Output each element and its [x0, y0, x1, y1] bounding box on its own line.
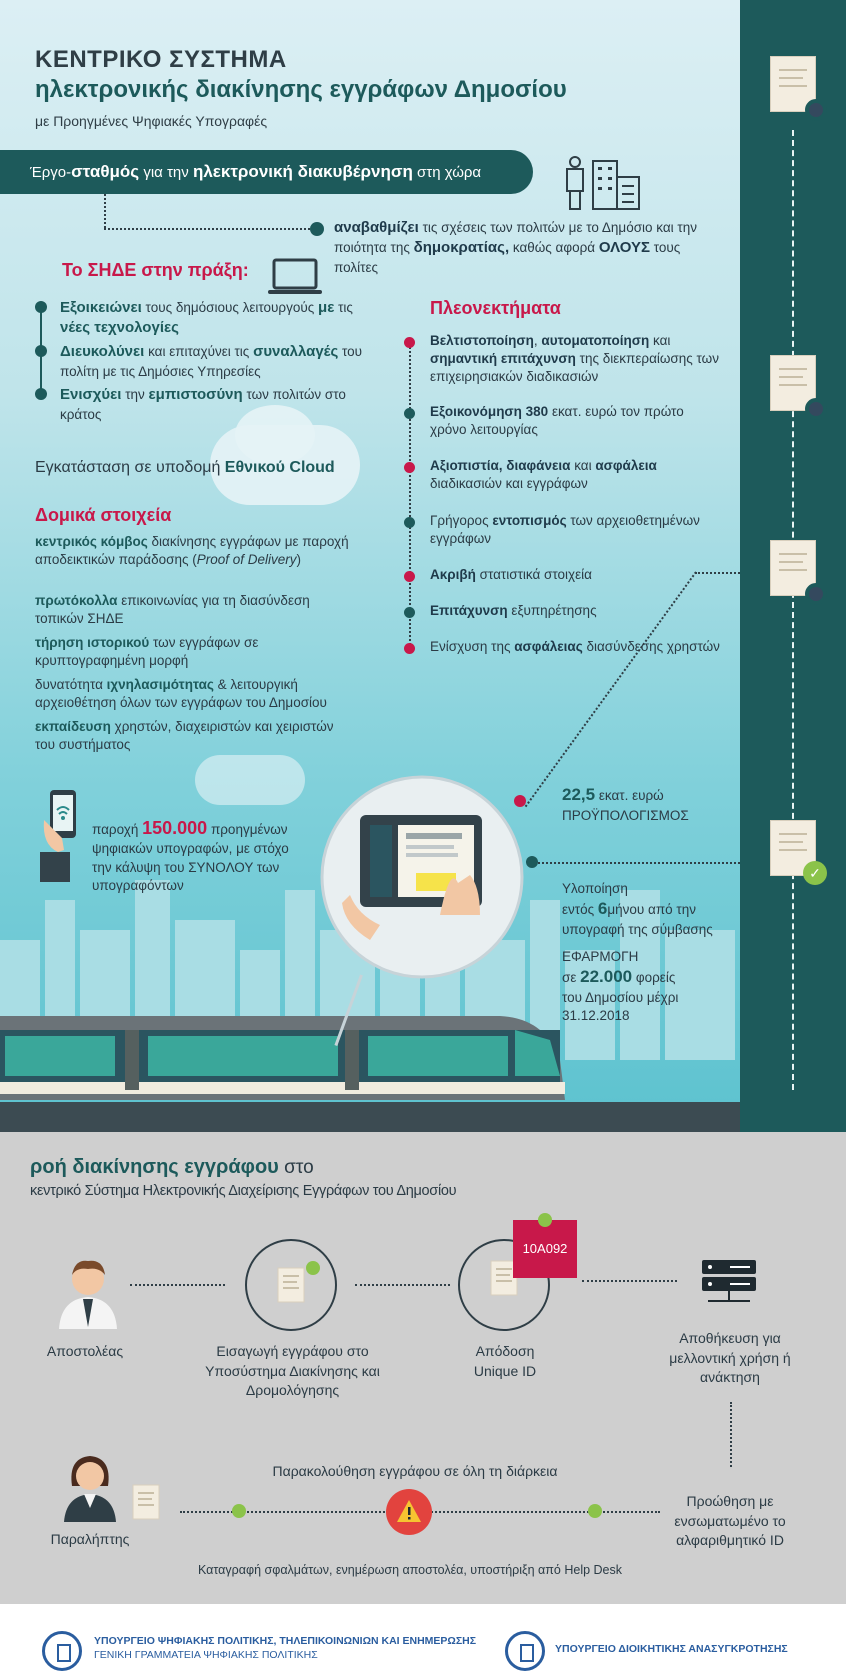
advantage-plain: και: [649, 333, 671, 348]
practice-plain: την: [121, 387, 149, 402]
bullet-dot: [404, 517, 415, 528]
advantage-bold: Ακριβή: [430, 567, 476, 582]
cloud-text: [35, 457, 335, 479]
practice-bold: με: [318, 299, 335, 316]
upgrade-bold: ΟΛΟΥΣ: [598, 239, 650, 257]
application-line: φορείς: [632, 970, 676, 986]
signatures-text: [92, 816, 312, 895]
practice-bold: Εξοικειώνει: [60, 299, 142, 316]
structure-bold: πρωτόκολλα: [35, 593, 118, 608]
ministry1-line1: ΥΠΟΥΡΓΕΙΟ ΨΗΦΙΑΚΗΣ ΠΟΛΙΤΙΚΗΣ, ΤΗΛΕΠΙΚΟΙΝΩΝΙΩΝ ΚΑΙ ΕΝΗΜΕΡΩΣΗΣ: [94, 1635, 477, 1647]
server-icon: [700, 1260, 758, 1308]
structure-plain: ): [296, 552, 302, 568]
advantage-item: [430, 602, 720, 620]
structure-plain: των εγγράφων σε κρυπτογραφημένη μορφή: [35, 635, 259, 669]
signatures-plain: προηγμένων ψηφιακών υπογραφών, με στόχο την κάλυψη του ΣΥΝΟΛΟΥ των υπογραφόντων: [92, 822, 289, 893]
structure-bold: κεντρικός κόμβος: [35, 534, 148, 549]
practice-item: [60, 342, 380, 383]
flow-arrow: [582, 1280, 677, 1282]
project-banner: [0, 150, 533, 194]
document-check-icon: ✓: [770, 820, 816, 876]
advantages-heading: Πλεονεκτήματα: [430, 298, 561, 318]
receiver-avatar: [62, 1452, 118, 1522]
banner-bold: ηλεκτρονική διακυβέρνηση: [192, 162, 413, 181]
implementation-line: εντός: [562, 902, 598, 918]
advantage-item: [430, 457, 720, 493]
practice-plain: τις: [334, 300, 353, 315]
flow-arrow: [130, 1284, 225, 1286]
implementation-line: υπογραφή της σύμβασης: [562, 922, 713, 938]
bullet-dot: [35, 345, 47, 357]
implementation-number: 6: [597, 899, 608, 919]
practice-bold: νέες τεχνολογίες: [60, 319, 179, 337]
structure-plain: επικοινωνίας για τη διασύνδεση τοπικών ΣΗΔΕ: [35, 593, 310, 627]
practice-plain: και επιταχύνει τις: [144, 344, 254, 359]
unique-id-badge: [513, 1220, 577, 1278]
flow-title-bold: ροή διακίνησης εγγράφου: [30, 1156, 279, 1178]
connector-line: [535, 862, 740, 864]
advantage-plain: Γρήγορος: [430, 513, 493, 528]
advantages-line: [409, 340, 411, 645]
advantage-plain: εξυπηρέτησης: [507, 603, 597, 618]
warning-icon: [386, 1489, 432, 1535]
signatures-plain: παροχή: [92, 822, 143, 837]
application-line: του Δημοσίου μέχρι: [562, 990, 679, 1006]
greek-emblem-icon: [505, 1631, 545, 1671]
structure-item: [35, 676, 355, 712]
subtitle: με Προηγμένες Ψηφιακές Υπογραφές: [35, 113, 268, 129]
bullet-dot: [514, 795, 526, 807]
step3-label: Αποθήκευση για μελλοντική χρήση ή ανάκτηση: [669, 1330, 791, 1386]
tablet-illustration: [320, 775, 525, 980]
advantage-bold: Επιτάχυνση: [430, 603, 508, 618]
structure-plain: δυνατότητα: [35, 677, 107, 692]
step2-line: Απόδοση: [475, 1343, 535, 1359]
implementation-text: [562, 880, 713, 939]
status-dot: [232, 1504, 246, 1518]
advantage-plain: διασύνδεσης χρηστών: [582, 639, 720, 654]
advantage-bold: Αξιοπιστία, διαφάνεια: [430, 458, 571, 473]
upgrade-text: [334, 218, 724, 277]
practice-bold: εμπιστοσύνη: [148, 386, 243, 403]
citizen-building-icon: [563, 155, 643, 211]
document-icon: [277, 1267, 305, 1303]
implementation-line: Υλοποίηση: [562, 881, 628, 896]
bullet-dot: [35, 388, 47, 400]
advantage-bold: εντοπισμός: [492, 513, 567, 528]
structure-bold: τήρηση ιστορικού: [35, 635, 150, 650]
structure-plain: διακίνησης εγγράφων με παροχή αποδεικτικών παράδοσης (: [35, 534, 349, 568]
advantage-bold: αυτοματοποίηση: [541, 333, 650, 348]
advantage-plain: Ενίσχυση της: [430, 639, 515, 654]
connector-line: [104, 228, 314, 230]
step4-label: Προώθηση με ενσωματωμένο το αλφαριθμητικό ID: [674, 1493, 786, 1549]
practice-plain: του πολίτη με τις Δημόσιες Υπηρεσίες: [60, 344, 363, 380]
right-sidebar: [740, 0, 846, 1132]
ministry2: ΥΠΟΥΡΓΕΙΟ ΔΙΟΙΚΗΤΙΚΗΣ ΑΝΑΣΥΓΚΡΟΤΗΣΗΣ: [555, 1643, 788, 1655]
status-dot: [306, 1261, 320, 1275]
ministry1: [94, 1635, 476, 1662]
bullet-dot: [404, 571, 415, 582]
advantage-plain: στατιστικά στοιχεία: [475, 567, 592, 582]
flow-subtitle: κεντρικό Σύστημα Ηλεκτρονικής Διαχείρισης Εγγράφων του Δημοσίου: [30, 1183, 457, 1199]
structure-italic: Proof of Delivery: [196, 552, 297, 568]
footer: [0, 1604, 846, 1679]
sidebar-dashed-line: [792, 130, 794, 1090]
advantage-plain: εκατ. ευρώ τον πρώτο χρόνο λειτουργίας: [430, 404, 684, 438]
advantage-plain: και: [570, 458, 596, 473]
implementation-line: μήνου από την: [607, 902, 696, 918]
structure-plain: & λειτουργική αρχειοθέτηση όλων των εγγράφων του Δημοσίου: [35, 677, 327, 711]
document-gear-icon: [770, 540, 816, 596]
signatures-number: 150.000: [142, 818, 208, 838]
advantage-bold: ασφάλειας: [514, 639, 583, 654]
budget-text: [562, 784, 689, 825]
bullet-dot: [404, 408, 415, 419]
upgrade-plain: τους πολίτες: [334, 240, 681, 275]
budget-unit: εκατ. ευρώ: [595, 788, 664, 803]
cloud-plain: Εγκατάσταση σε υποδομή: [35, 459, 225, 476]
practice-plain: των πολιτών στο κράτος: [60, 387, 346, 423]
advantage-item: [430, 512, 720, 548]
advantage-bold: Βελτιστοποίηση: [430, 333, 534, 348]
application-text: [562, 948, 678, 1026]
application-number: 22.000: [580, 967, 633, 987]
structure-bold: εκπαίδευση: [35, 719, 111, 734]
phone-illustration: [38, 790, 88, 885]
upgrade-bold: δημοκρατίας,: [413, 239, 510, 257]
structure-item: [35, 634, 355, 670]
bullet-dot: [404, 462, 415, 473]
step1-label: Εισαγωγή εγγράφου στο Υποσύστημα Διακίνησης και Δρομολόγησης: [205, 1343, 380, 1399]
bullet-dot: [526, 856, 538, 868]
banner-text: Έργο-: [30, 164, 72, 181]
flow-arrow: [730, 1402, 732, 1467]
structure-plain: χρηστών, διαχειριστών και χειριστών του συστήματος: [35, 719, 334, 753]
advantage-plain: διαδικασιών και εγγράφων: [430, 476, 588, 492]
sender-avatar: [55, 1257, 121, 1329]
status-dot: [538, 1213, 552, 1227]
ministry1-line2: ΓΕΝΙΚΗ ΓΡΑΜΜΑΤΕΙΑ ΨΗΦΙΑΚΗΣ ΠΟΛΙΤΙΚΗΣ: [94, 1648, 318, 1661]
upgrade-plain: τις σχέσεις των πολιτών με το Δημόσιο και την ποιότητα της: [334, 220, 698, 256]
flow-title-plain: στο: [278, 1157, 314, 1178]
title-line-1: ΚΕΝΤΡΙΚΟ ΣΥΣΤΗΜΑ: [35, 46, 287, 73]
advantage-bold: ασφάλεια: [595, 458, 657, 473]
unique-id-value: 10A092: [522, 1241, 568, 1256]
receiver-label: Παραλήπτης: [50, 1531, 130, 1547]
banner-text: στη χώρα: [412, 164, 482, 181]
tracking-label: Παρακολούθηση εγγράφου σε όλη τη διάρκεια: [272, 1463, 558, 1479]
practice-item: [60, 298, 380, 339]
greek-emblem-icon: [42, 1631, 82, 1671]
advantage-item: [430, 403, 720, 439]
cloud-shape: [195, 755, 305, 805]
errors-label: Καταγραφή σφαλμάτων, ενημέρωση αποστολέα, υποστήριξη από Help Desk: [197, 1563, 622, 1577]
flow-title: [30, 1154, 314, 1181]
budget-number: 22,5: [562, 785, 596, 804]
tram-illustration: [0, 1010, 740, 1132]
application-line: σε: [562, 970, 581, 986]
bullet-dot: [404, 643, 415, 654]
bullet-dot: [404, 607, 415, 618]
structure-item: [35, 718, 355, 754]
bullet-dot: [310, 222, 324, 236]
cloud-bold: Εθνικού Cloud: [224, 459, 335, 476]
practice-item: [60, 385, 380, 426]
connector-line: [695, 572, 740, 574]
structure-bold: ιχνηλασιμότητας: [106, 677, 214, 692]
advantage-item: [430, 332, 720, 387]
advantage-plain: της διεκπεραίωσης των επιχειρησιακών διαδικασιών: [430, 351, 719, 385]
advantage-item: [430, 638, 720, 656]
structure-heading: Δομικά στοιχεία: [35, 505, 172, 525]
practice-plain: τους δημόσιους λειτουργούς: [141, 300, 319, 315]
step2-line: Unique ID: [473, 1362, 537, 1379]
application-line: 31.12.2018: [562, 1008, 630, 1024]
flow-section: [0, 1132, 846, 1604]
advantage-plain: ,: [533, 333, 542, 348]
document-icon: [132, 1484, 160, 1520]
title-line-2: ηλεκτρονικής διακίνησης εγγράφων Δημοσίου: [35, 76, 567, 103]
practice-bold: Ενισχύει: [60, 386, 122, 403]
budget-label: ΠΡΟΫΠΟΛΟΓΙΣΜΟΣ: [562, 807, 689, 823]
structure-item: [35, 533, 355, 569]
bullet-dot: [404, 337, 415, 348]
document-gear-icon: [770, 355, 816, 411]
advantage-bold: σημαντική επιτάχυνση: [430, 351, 576, 367]
practice-bold: συναλλαγές: [253, 343, 339, 360]
advantage-item: [430, 566, 720, 584]
status-dot: [588, 1504, 602, 1518]
connector-line: [104, 194, 106, 228]
application-line: ΕΦΑΡΜΟΓΗ: [562, 949, 639, 964]
practice-heading: Το ΣΗΔΕ στην πράξη:: [62, 260, 249, 280]
upgrade-plain: καθώς αφορά: [509, 240, 599, 256]
sender-label: Αποστολέας: [46, 1343, 124, 1359]
structure-item: [35, 592, 355, 628]
flow-arrow: [355, 1284, 450, 1286]
document-gear-icon: [770, 56, 816, 112]
bullet-dot: [35, 301, 47, 313]
advantage-bold: Εξοικονόμηση 380: [430, 404, 549, 419]
upgrade-bold: αναβαθμίζει: [334, 219, 419, 236]
step2-label: [445, 1342, 565, 1381]
banner-text: για την: [139, 164, 193, 181]
banner-bold: σταθμός: [71, 162, 140, 181]
advantage-plain: των αρχειοθετημένων εγγράφων: [430, 513, 700, 547]
practice-bold: Διευκολύνει: [60, 343, 145, 360]
laptop-icon: [268, 258, 322, 296]
